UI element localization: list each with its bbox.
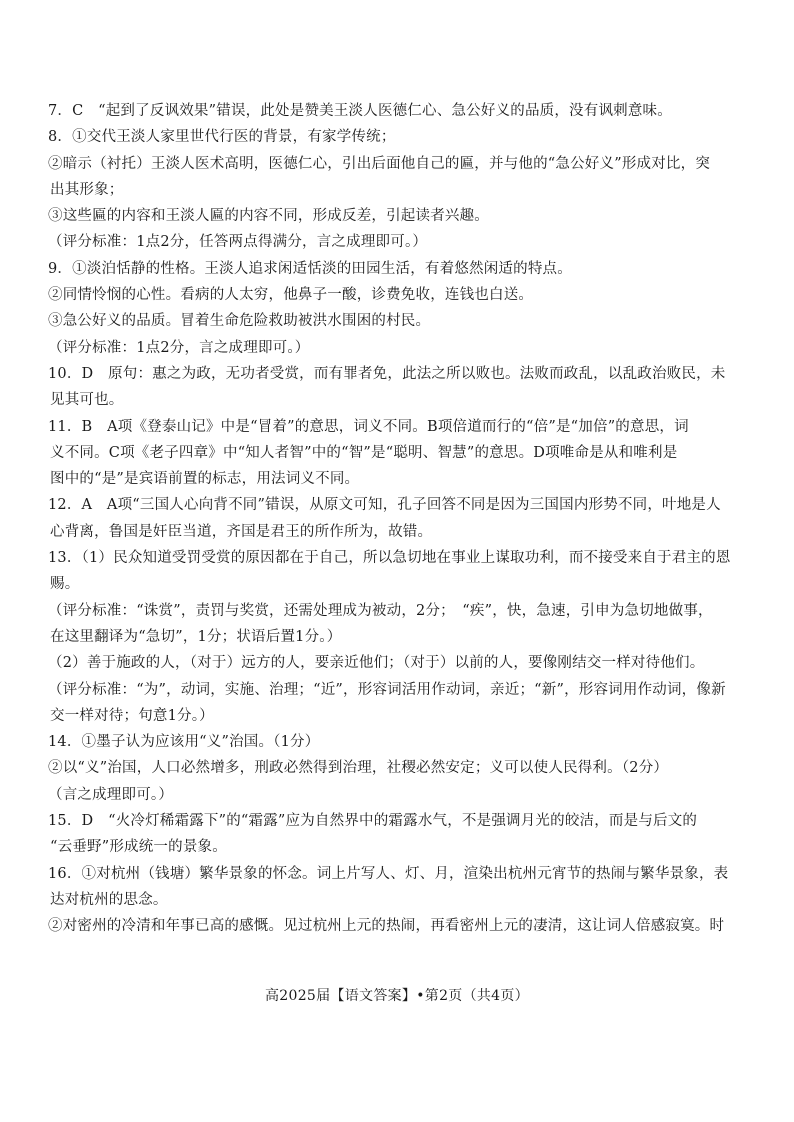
answer-line: （2）善于施政的人，（对于）远方的人，要亲近他们；（对于）以前的人，要像刚结交一样对待他们。 <box>48 655 705 672</box>
answer-line: 13．（1）民众知道受罚受赏的原因都在于自己，所以急切地在事业上谋取功利，而不接受来自于君主的恩 <box>48 550 731 567</box>
scoring-note: 在这里翻译为“急切”，1分；状语后置1分。） <box>50 628 342 645</box>
page-footer: 高2025届【语文答案】•第2页（共4页） <box>264 988 529 1004</box>
answer-line: 9．①淡泊恬静的性格。王淡人追求闲适恬淡的田园生活，有着悠然闲适的特点。 <box>48 260 572 277</box>
answer-line: 图中的“是”是宾语前置的标志，用法词义不同。 <box>50 471 360 488</box>
answer-line: 16．①对杭州（钱塘）繁华景象的怀念。词上片写人、灯、月，渲染出杭州元宵节的热闹与繁华景象，表 <box>48 865 729 882</box>
scoring-note: （言之成理即可。） <box>48 786 174 803</box>
answer-line: 赐。 <box>50 576 80 593</box>
answer-line: ②以“义”治国，人口必然增多，刑政必然得到治理，社稷必然安定；义可以使人民得利。（2分） <box>48 760 669 777</box>
answer-line: ③急公好义的品质。冒着生命危险救助被洪水围困的村民。 <box>48 313 431 330</box>
answer-line: 10．D 原句：惠之为政，无功者受赏，而有罪者免，此法之所以败也。法败而政乱，以乱政治败民，未 <box>48 365 726 382</box>
answer-line: 15．D “火冷灯稀霜露下”的“霜露”应为自然界中的霜露水气，不是强调月光的皎洁，而是与后文的 <box>48 813 698 830</box>
answer-line: 出其形象； <box>50 181 124 198</box>
answer-content <box>48 98 754 940</box>
answer-line: “云垂野”形成统一的景象。 <box>50 839 227 856</box>
scoring-note: （评分标准：“为”，动词，实施、治理；“近”，形容词活用作动词，亲近；“新”，形容词用作动词，像新 <box>48 681 726 698</box>
answer-line: 7．C “起到了反讽效果”错误，此处是赞美王淡人医德仁心、急公好义的品质，没有讽刺意味。 <box>48 103 672 119</box>
answer-line: 14．①墨子认为应该用“义”治国。（1分） <box>48 734 320 751</box>
answer-line: ②对密州的冷清和年事已高的感慨。见过杭州上元的热闹，再看密州上元的凄清，这让词人倍感寂寞。时 <box>48 918 725 935</box>
answer-line: 心背离，鲁国是奸臣当道，齐国是君王的所作所为，故错。 <box>50 523 433 540</box>
answer-line: ③这些匾的内容和王淡人匾的内容不同，形成反差，引起读者兴趣。 <box>48 208 489 225</box>
scoring-note: 交一样对待；句意1分。） <box>50 707 214 724</box>
answer-line: ②同情怜悯的心性。看病的人太穷，他鼻子一酸，诊费免收，连钱也白送。 <box>48 287 534 304</box>
scoring-note: （评分标准：“诛赏”，责罚与奖赏，还需处理成为被动，2分； “疾”，快，急速，引申为急切地做事， <box>48 602 713 619</box>
answer-line: 12．A A项“三国人心向背不同”错误，从原文可知，孔子回答不同是因为三国国内形势不同，叶地是人 <box>48 497 721 514</box>
answer-line: 8．①交代王淡人家里世代行医的背景，有家学传统； <box>48 129 396 146</box>
answer-line: 达对杭州的思念。 <box>50 891 168 908</box>
scoring-note: （评分标准：1点2分，任答两点得满分，言之成理即可。） <box>48 234 428 251</box>
answer-line: 见其可也。 <box>50 392 124 409</box>
scoring-note: （评分标准：1点2分，言之成理即可。） <box>48 339 310 356</box>
answer-line: 义不同。C项《老子四章》中“知人者智”中的“智”是“聪明、智慧”的意思。D项唯命是从和唯利是 <box>50 444 678 461</box>
answer-line: 11．B A项《登泰山记》中是“冒着”的意思，词义不同。B项倍道而行的“倍”是“加倍”的意思，词 <box>48 418 689 435</box>
answer-line: ②暗示（衬托）王淡人医术高明，医德仁心，引出后面他自己的匾，并与他的“急公好义”形成对比，突 <box>48 155 711 172</box>
